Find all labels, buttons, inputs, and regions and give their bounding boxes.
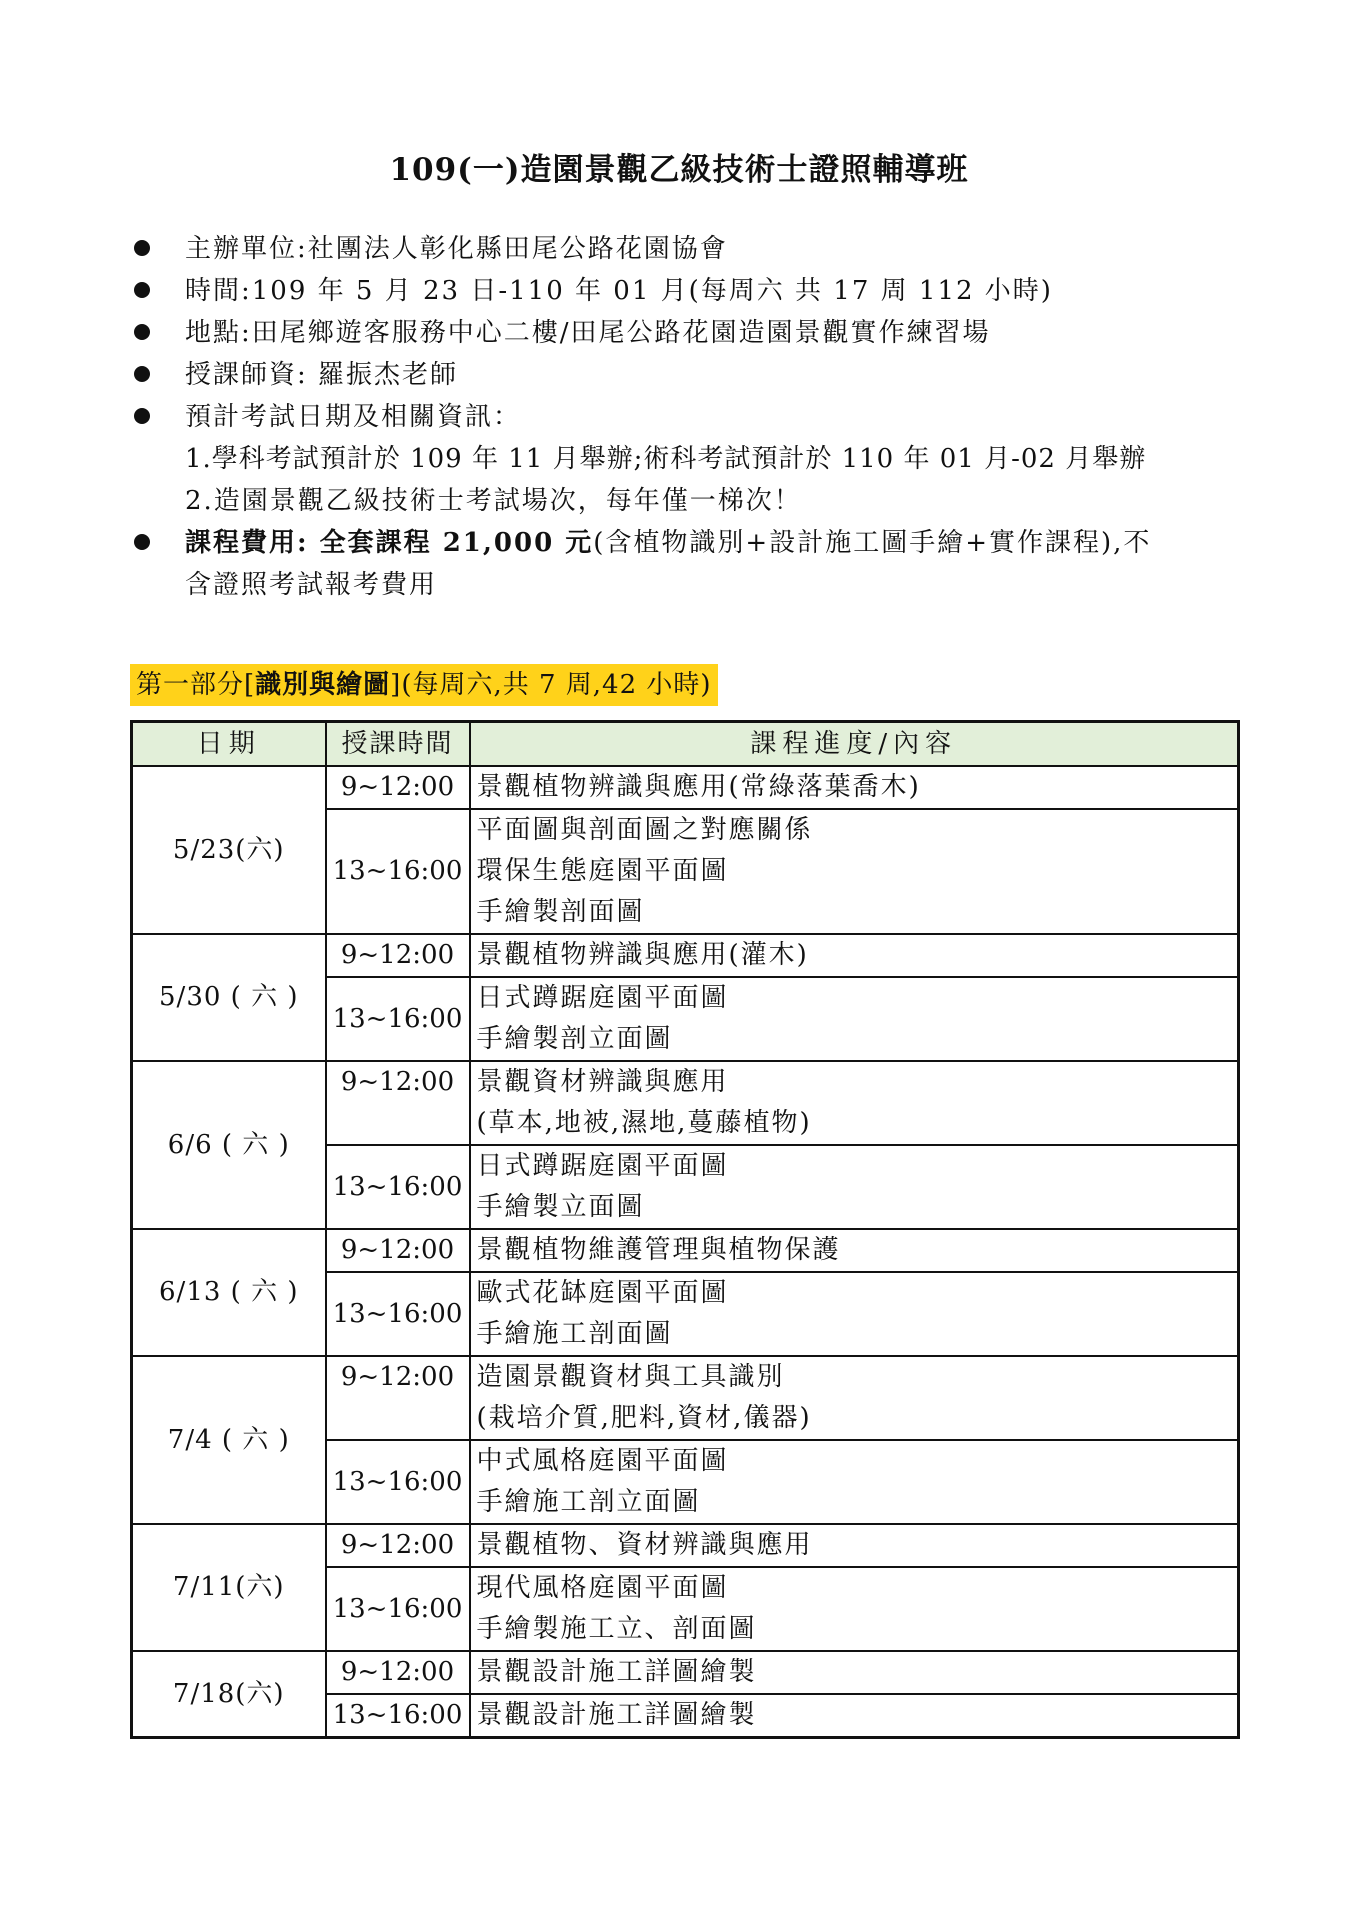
content-line: 景觀植物維護管理與植物保護 — [476, 1235, 841, 1265]
table-row — [132, 1356, 1239, 1440]
session-date: 5/30 ( 六 ) — [132, 934, 326, 1061]
content-line: 手繪製剖立面圖 — [476, 1024, 673, 1054]
content-line: 景觀植物、資材辨識與應用 — [476, 1530, 813, 1560]
part1-suffix: ](每周六,共 7 周,42 小時) — [390, 670, 712, 700]
part1-heading — [130, 664, 718, 706]
table-row — [132, 1061, 1239, 1145]
afternoon-content — [470, 1145, 1239, 1229]
content-line: 日式蹲踞庭園平面圖 — [476, 1151, 729, 1181]
session-date: 7/11(六) — [132, 1524, 326, 1651]
part1-prefix: 第一部分[ — [136, 670, 256, 700]
morning-content — [470, 1356, 1239, 1440]
info-time — [130, 270, 1260, 312]
course-info-list — [130, 228, 1260, 606]
morning-content — [470, 1524, 1239, 1567]
afternoon-content — [470, 809, 1239, 934]
afternoon-content — [470, 1272, 1239, 1356]
content-line: 造園景觀資材與工具識別 — [476, 1362, 785, 1392]
exam-line-2: 2.造園景觀乙級技術士考試場次，每年僅一梯次！ — [185, 486, 802, 516]
content-line: 景觀資材辨識與應用 — [476, 1067, 729, 1097]
content-line: 景觀設計施工詳圖繪製 — [476, 1657, 757, 1687]
content-line: 歐式花缽庭園平面圖 — [476, 1278, 729, 1308]
content-line: 景觀設計施工詳圖繪製 — [476, 1700, 757, 1730]
morning-time: 9~12:00 — [326, 766, 470, 809]
afternoon-time: 13~16:00 — [326, 1694, 470, 1738]
info-location — [130, 312, 1260, 354]
afternoon-content — [470, 1440, 1239, 1524]
content-line: 手繪製立面圖 — [476, 1192, 645, 1222]
morning-content — [470, 1061, 1239, 1145]
time-text: 時間:109 年 5 月 23 日-110 年 01 月(每周六 共 17 周 112 小時) — [185, 276, 1053, 306]
exam-line-1: 1.學科考試預計於 109 年 11 月舉辦;術科考試預計於 110 年 01 月-02 月舉辦 — [185, 444, 1147, 474]
afternoon-content — [470, 977, 1239, 1061]
morning-content — [470, 1651, 1239, 1694]
schedule-body — [132, 766, 1239, 1738]
morning-time: 9~12:00 — [326, 1356, 470, 1440]
afternoon-time: 13~16:00 — [326, 1440, 470, 1524]
content-line: (草本,地被,濕地,蔓藤植物) — [476, 1108, 812, 1138]
table-row — [132, 766, 1239, 809]
bullet-icon — [134, 324, 150, 340]
afternoon-content — [470, 1694, 1239, 1738]
schedule-table — [130, 720, 1240, 1739]
morning-content — [470, 934, 1239, 977]
bullet-icon — [134, 282, 150, 298]
fee-detail-text: (含植物識別+設計施工圖手繪+實作課程),不 — [593, 528, 1152, 558]
session-date: 7/4 ( 六 ) — [132, 1356, 326, 1524]
morning-time: 9~12:00 — [326, 934, 470, 977]
afternoon-time: 13~16:00 — [326, 809, 470, 934]
content-line: 中式風格庭園平面圖 — [476, 1446, 729, 1476]
header-date: 日期 — [132, 722, 326, 767]
exam-heading: 預計考試日期及相關資訊： — [185, 402, 522, 432]
morning-time: 9~12:00 — [326, 1229, 470, 1272]
content-line: 手繪製剖面圖 — [476, 897, 645, 927]
afternoon-time: 13~16:00 — [326, 1145, 470, 1229]
table-row — [132, 1524, 1239, 1567]
session-date: 6/13 ( 六 ) — [132, 1229, 326, 1356]
morning-content — [470, 1229, 1239, 1272]
table-row — [132, 1651, 1239, 1694]
morning-time: 9~12:00 — [326, 1061, 470, 1145]
afternoon-time: 13~16:00 — [326, 1567, 470, 1651]
info-exam — [130, 396, 1260, 522]
content-line: 日式蹲踞庭園平面圖 — [476, 983, 729, 1013]
content-line: 手繪施工剖面圖 — [476, 1319, 673, 1349]
page-title: 109(一)造園景觀乙級技術士證照輔導班 — [389, 152, 969, 188]
fee-line-2: 含證照考試報考費用 — [185, 570, 438, 600]
bullet-icon — [134, 366, 150, 382]
info-organizer — [130, 228, 1260, 270]
content-line: 環保生態庭園平面圖 — [476, 856, 729, 886]
content-line: 平面圖與剖面圖之對應關係 — [476, 815, 813, 845]
header-content: 課程進度/內容 — [470, 722, 1239, 767]
teacher-text: 授課師資: 羅振杰老師 — [185, 360, 459, 390]
bullet-icon — [134, 240, 150, 256]
afternoon-content — [470, 1567, 1239, 1651]
session-date: 6/6 ( 六 ) — [132, 1061, 326, 1229]
part1-bold: 識別與繪圖 — [255, 670, 391, 700]
table-row — [132, 934, 1239, 977]
fee-bold-text: 課程費用: 全套課程 21,000 元 — [185, 528, 594, 558]
content-line: (栽培介質,肥料,資材,儀器) — [476, 1403, 812, 1433]
content-line: 現代風格庭園平面圖 — [476, 1573, 729, 1603]
table-header-row — [132, 722, 1239, 767]
header-time: 授課時間 — [326, 722, 470, 767]
morning-time: 9~12:00 — [326, 1651, 470, 1694]
content-line: 景觀植物辨識與應用(灌木) — [476, 940, 809, 970]
bullet-icon — [134, 534, 150, 550]
bullet-icon — [134, 408, 150, 424]
session-date: 5/23(六) — [132, 766, 326, 934]
organizer-text: 主辦單位:社團法人彰化縣田尾公路花園協會 — [185, 234, 728, 264]
morning-time: 9~12:00 — [326, 1524, 470, 1567]
content-line: 手繪製施工立、剖面圖 — [476, 1614, 757, 1644]
info-fee — [130, 522, 1260, 606]
content-line: 景觀植物辨識與應用(常綠落葉喬木) — [476, 772, 921, 802]
morning-content — [470, 766, 1239, 809]
location-text: 地點:田尾鄉遊客服務中心二樓/田尾公路花園造園景觀實作練習場 — [185, 318, 991, 348]
afternoon-time: 13~16:00 — [326, 1272, 470, 1356]
afternoon-time: 13~16:00 — [326, 977, 470, 1061]
table-row — [132, 1229, 1239, 1272]
info-teacher — [130, 354, 1260, 396]
session-date: 7/18(六) — [132, 1651, 326, 1738]
content-line: 手繪施工剖立面圖 — [476, 1487, 701, 1517]
